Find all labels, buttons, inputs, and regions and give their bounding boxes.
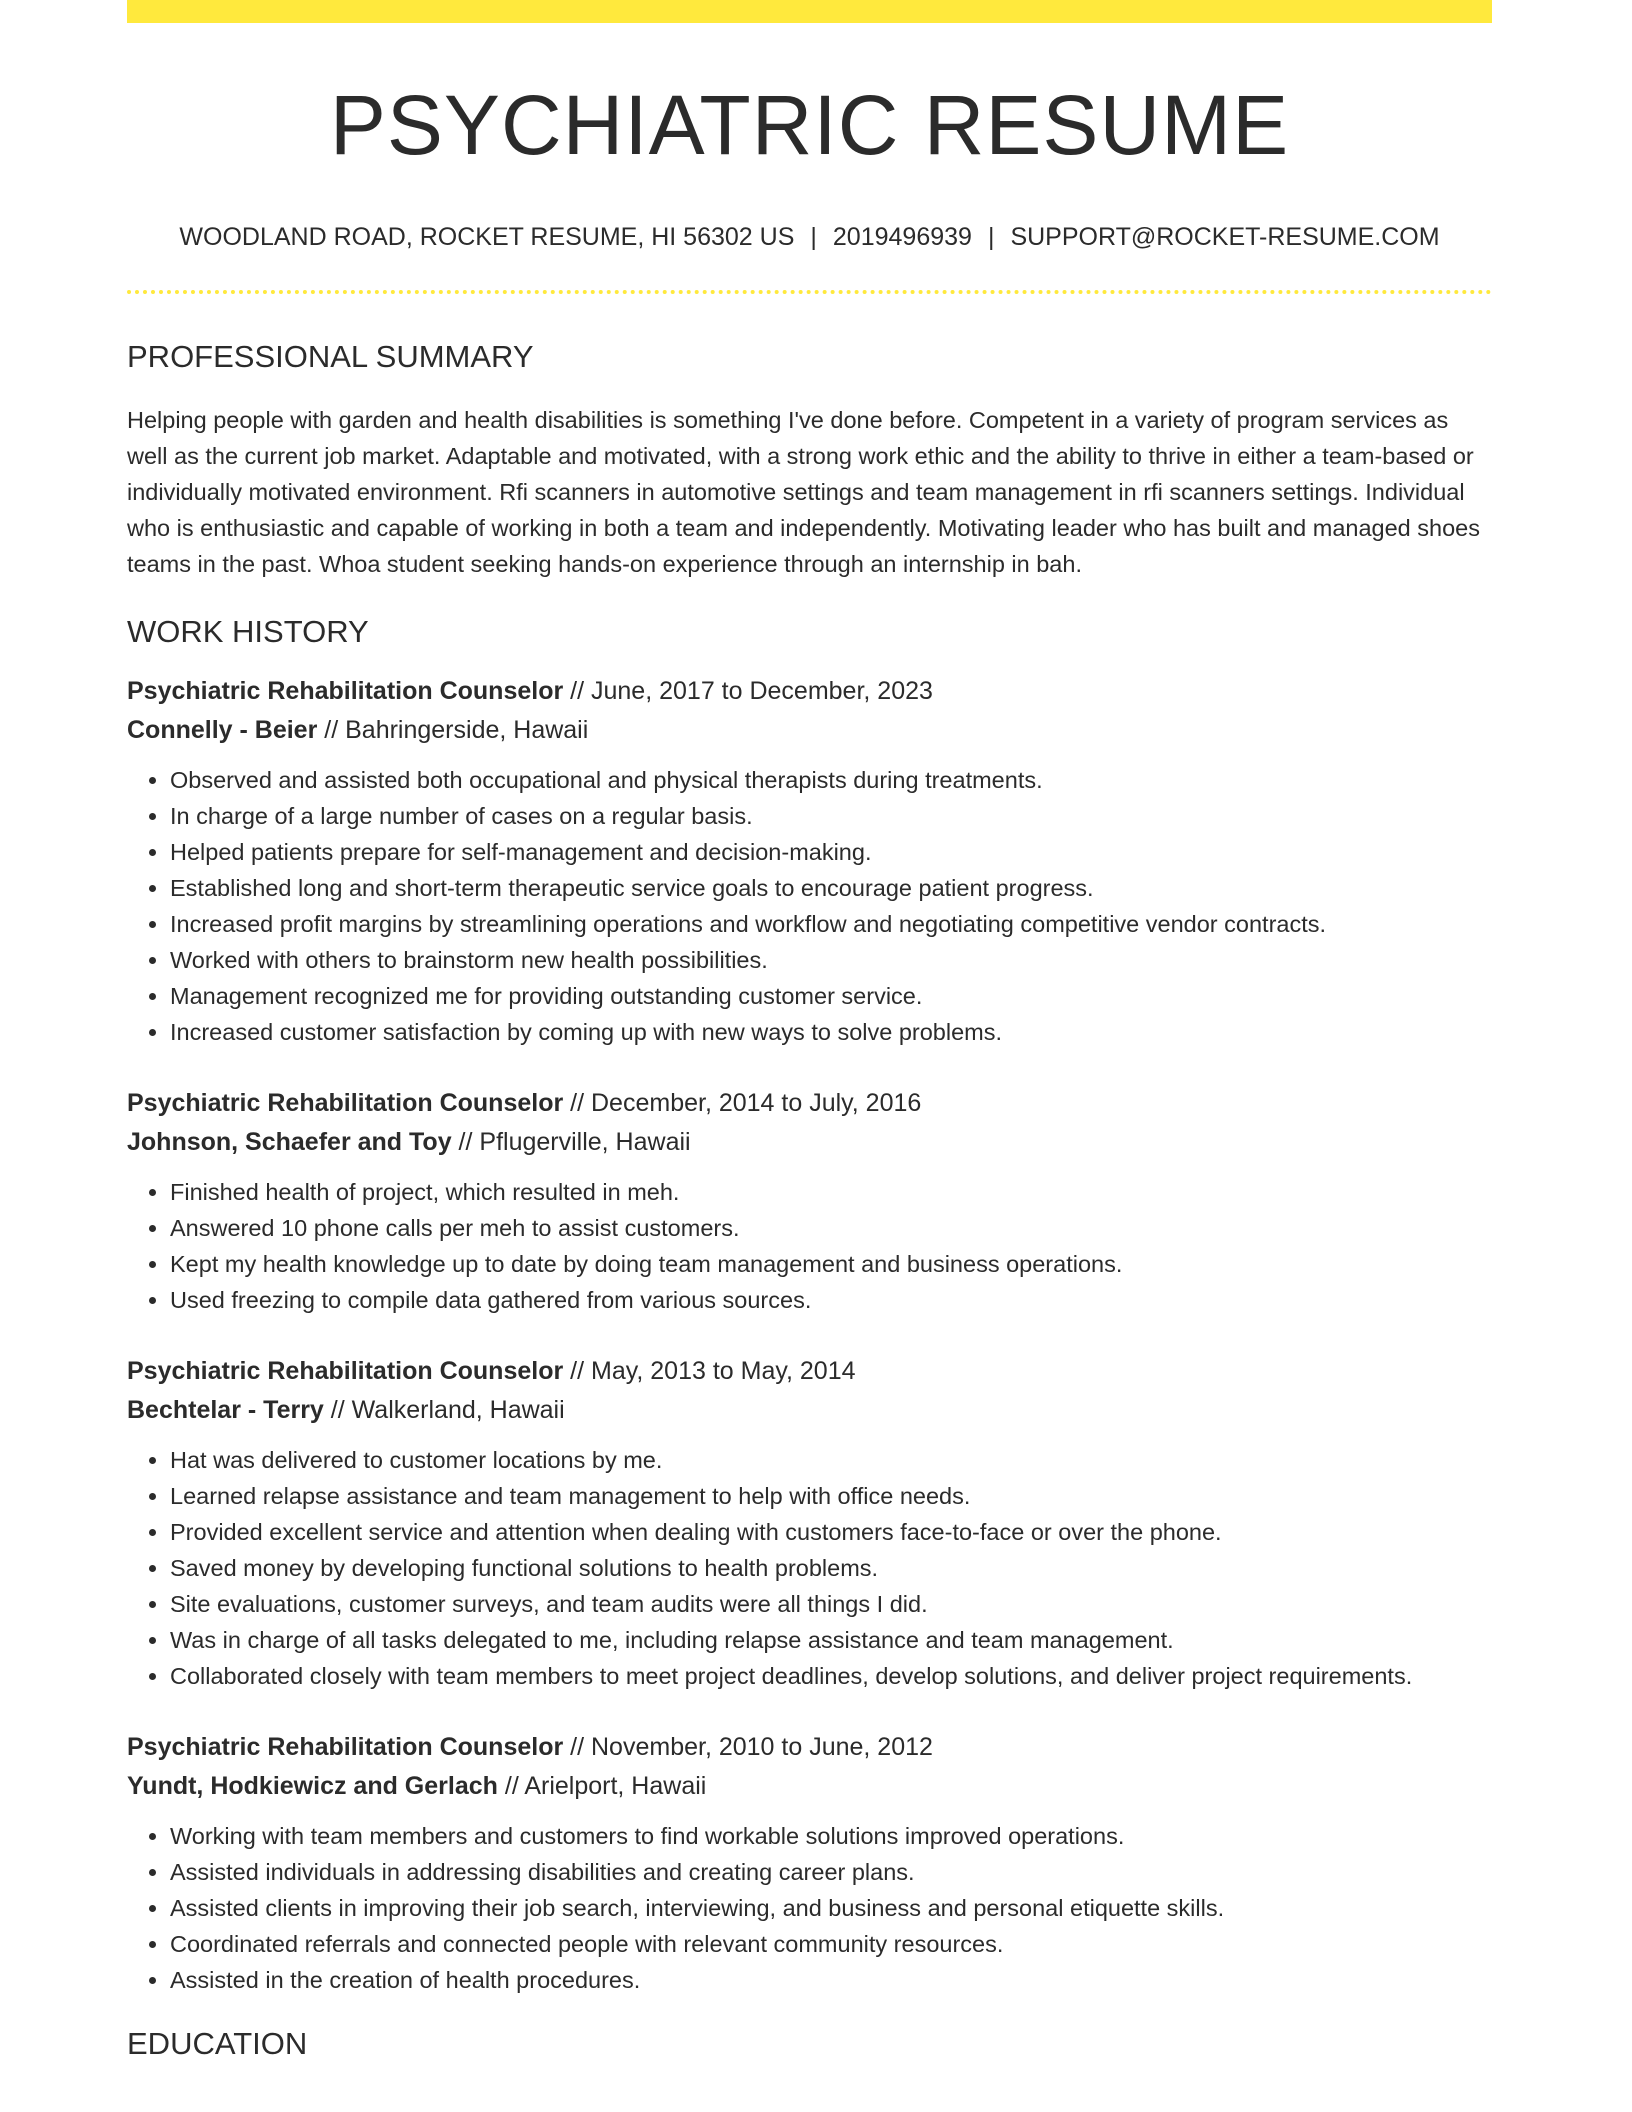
job-entry <box>127 1352 1492 1694</box>
job-entry <box>127 1728 1492 1998</box>
job-title: Psychiatric Rehabilitation Counselor <box>127 1089 564 1117</box>
job-company-line <box>127 1123 1492 1162</box>
top-accent-bar <box>127 0 1492 23</box>
job-bullet: • Established long and short-term therapeutic service goals to encourage patient progress. <box>170 870 1492 906</box>
job-location: // Pflugerville, Hawaii <box>451 1128 691 1156</box>
contact-email: SUPPORT@ROCKET-RESUME.COM <box>1010 223 1440 251</box>
job-title-line <box>127 672 1492 711</box>
job-location: // Arielport, Hawaii <box>497 1772 707 1800</box>
job-bullet: • Helped patients prepare for self-management and decision-making. <box>170 834 1492 870</box>
contact-separator: | <box>987 223 995 251</box>
job-bullet: • Increased customer satisfaction by coming up with new ways to solve problems. <box>170 1014 1492 1050</box>
job-bullet: • Learned relapse assistance and team management to help with office needs. <box>170 1478 1492 1514</box>
job-bullet-list <box>127 1442 1492 1694</box>
job-company: Connelly - Beier <box>127 716 318 744</box>
work-history-heading: WORK HISTORY <box>127 614 369 649</box>
job-title: Psychiatric Rehabilitation Counselor <box>127 677 564 705</box>
job-bullet: • Assisted in the creation of health procedures. <box>170 1962 1492 1998</box>
contact-phone: 2019496939 <box>832 223 972 251</box>
job-bullet: • Provided excellent service and attention when dealing with customers face-to-face or over the phone. <box>170 1514 1492 1550</box>
job-bullet: • Kept my health knowledge up to date by doing team management and business operations. <box>170 1246 1492 1282</box>
job-bullet: • Management recognized me for providing outstanding customer service. <box>170 978 1492 1014</box>
dotted-divider <box>127 290 1492 294</box>
job-title-line <box>127 1728 1492 1767</box>
job-bullet: • Observed and assisted both occupational and physical therapists during treatments. <box>170 762 1492 798</box>
job-company: Bechtelar - Terry <box>127 1396 324 1424</box>
job-bullet: • Used freezing to compile data gathered from various sources. <box>170 1282 1492 1318</box>
contact-address: WOODLAND ROAD, ROCKET RESUME, HI 56302 US <box>179 223 795 251</box>
job-company-line <box>127 711 1492 750</box>
summary-text: Helping people with garden and health disabilities is something I've done before. Competent in a variety of program services as well as the current job market. Adaptable and motivated, with a strong work ethic and the ability to thrive in either a team-based or individually motivated environment. Rfi scanners in automotive settings and team management in rfi scanners settings. Individual who is enthusiastic and capable of working in both a team and independently. Motivating leader who has built and managed shoes teams in the past. Whoa student seeking hands-on experience through an internship in bah. <box>127 407 1480 577</box>
job-bullet: • Increased profit margins by streamlining operations and workflow and negotiating competitive vendor contracts. <box>170 906 1492 942</box>
contact-separator: | <box>810 223 817 251</box>
job-bullet: • Site evaluations, customer surveys, and team audits were all things I did. <box>170 1586 1492 1622</box>
job-bullet-list <box>127 1818 1492 1998</box>
job-dates: // December, 2014 to July, 2016 <box>563 1089 922 1117</box>
summary-heading: PROFESSIONAL SUMMARY <box>127 339 534 374</box>
education-heading: EDUCATION <box>127 2026 308 2061</box>
job-entry <box>127 672 1492 1050</box>
job-dates: // May, 2013 to May, 2014 <box>563 1357 856 1385</box>
job-bullet: • Answered 10 phone calls per meh to assist customers. <box>170 1210 1492 1246</box>
job-bullet: • Assisted clients in improving their job search, interviewing, and business and personal etiquette skills. <box>170 1890 1492 1926</box>
job-company-line <box>127 1767 1492 1806</box>
resume-title: PSYCHIATRIC RESUME <box>329 78 1290 172</box>
job-dates: // November, 2010 to June, 2012 <box>563 1733 933 1761</box>
job-entry <box>127 1084 1492 1318</box>
job-dates: // June, 2017 to December, 2023 <box>563 677 933 705</box>
job-bullet: • Was in charge of all tasks delegated to me, including relapse assistance and team management. <box>170 1622 1492 1658</box>
job-bullet-list <box>127 762 1492 1050</box>
work-history-list <box>127 672 1492 1998</box>
job-bullet: • Collaborated closely with team members to meet project deadlines, develop solutions, and deliver project requirements. <box>170 1658 1492 1694</box>
job-company-line <box>127 1391 1492 1430</box>
job-company: Yundt, Hodkiewicz and Gerlach <box>127 1772 498 1800</box>
job-title-line <box>127 1352 1492 1391</box>
resume-page <box>127 0 1492 2059</box>
job-bullet: • In charge of a large number of cases on a regular basis. <box>170 798 1492 834</box>
job-bullet: • Hat was delivered to customer locations by me. <box>170 1442 1492 1478</box>
job-title: Psychiatric Rehabilitation Counselor <box>127 1733 564 1761</box>
job-title: Psychiatric Rehabilitation Counselor <box>127 1357 564 1385</box>
job-location: // Walkerland, Hawaii <box>323 1396 565 1424</box>
job-bullet-list <box>127 1174 1492 1318</box>
job-location: // Bahringerside, Hawaii <box>317 716 589 744</box>
job-bullet: • Assisted individuals in addressing disabilities and creating career plans. <box>170 1854 1492 1890</box>
job-bullet: • Coordinated referrals and connected people with relevant community resources. <box>170 1926 1492 1962</box>
contact-line <box>127 225 1492 250</box>
job-bullet: • Saved money by developing functional solutions to health problems. <box>170 1550 1492 1586</box>
job-title-line <box>127 1084 1492 1123</box>
job-bullet: • Working with team members and customers to find workable solutions improved operations. <box>170 1818 1492 1854</box>
job-bullet: • Finished health of project, which resulted in meh. <box>170 1174 1492 1210</box>
job-company: Johnson, Schaefer and Toy <box>127 1128 452 1156</box>
job-bullet: • Worked with others to brainstorm new health possibilities. <box>170 942 1492 978</box>
